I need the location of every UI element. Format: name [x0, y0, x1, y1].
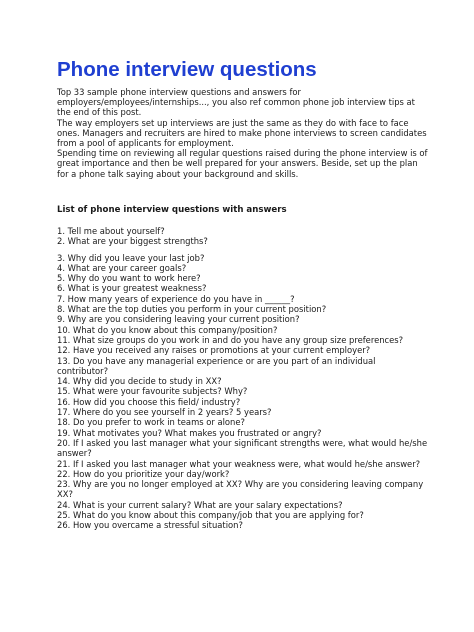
- intro-paragraph: Top 33 sample phone interview questions and answers for employers/employees/internships..., you also ref common phone job interview tips at the end of this post.: [57, 87, 415, 118]
- list-item: 6. What is your greatest weakness?: [57, 283, 207, 294]
- list-item: 14. Why did you decide to study in XX?: [57, 376, 222, 387]
- list-item: 17. Where do you see yourself in 2 years? 5 years?: [57, 407, 272, 418]
- intro-paragraph: The way employers set up interviews are just the same as they do with face to face ones. Managers and recruiters are hired to make phone interviews to screen candidates from a pool of applicants for employment.: [57, 117, 427, 149]
- list-item: 26. How you overcame a stressful situation?: [57, 520, 243, 531]
- list-item: 15. What were your favourite subjects? Why?: [57, 386, 248, 397]
- list-item: 7. How many years of experience do you have in ______?: [57, 293, 295, 304]
- list-item: 16. How did you choose this field/ industry?: [57, 396, 241, 407]
- list-heading: List of phone interview questions with answers: [57, 205, 287, 215]
- page-title: Phone interview questions: [57, 58, 317, 81]
- list-item: 1. Tell me about yourself?: [57, 226, 165, 236]
- list-item: 22. How do you prioritize your day/work?: [57, 468, 230, 479]
- list-item: 3. Why did you leave your last job?: [57, 252, 205, 263]
- list-item: 21. If I asked you last manager what your weakness were, what would he/she answer?: [57, 458, 421, 469]
- list-item: 24. What is your current salary? What are your salary expectations?: [57, 499, 343, 510]
- list-item: 18. Do you prefer to work in teams or alone?: [57, 417, 245, 428]
- list-item: 12. Have you received any raises or promotions at your current employer?: [57, 345, 371, 356]
- question-list: [57, 226, 429, 531]
- list-item: 4. What are your career goals?: [57, 262, 187, 273]
- list-item: 20. If I asked you last manager what your significant strengths were, what would he/she answer?: [57, 437, 428, 459]
- list-item: 9. Why are you considering leaving your current position?: [57, 314, 300, 325]
- list-item: 5. Why do you want to work here?: [57, 273, 201, 284]
- list-item: 11. What size groups do you work in and do you have any group size preferences?: [57, 334, 404, 345]
- list-item: 23. Why are you no longer employed at XX? Why are you considering leaving company XX?: [57, 479, 424, 500]
- list-item: 10. What do you know about this company/position?: [57, 324, 278, 335]
- list-item: 25. What do you know about this company/job that you are applying for?: [57, 510, 364, 521]
- list-item: 13. Do you have any managerial experience or are you part of an individual contributor?: [57, 355, 376, 376]
- list-item: 2. What are your biggest strengths?: [57, 236, 208, 247]
- intro-section: [57, 87, 429, 179]
- list-item: 8. What are the top duties you perform in your current position?: [57, 304, 327, 315]
- list-item: 19. What motivates you? What makes you frustrated or angry?: [57, 427, 322, 438]
- intro-paragraph: Spending time on reviewing all regular questions raised during the phone interview is of great importance and then be well prepared for your answers. Beside, set up the plan for a phone talk saying about your background and skills.: [57, 148, 428, 179]
